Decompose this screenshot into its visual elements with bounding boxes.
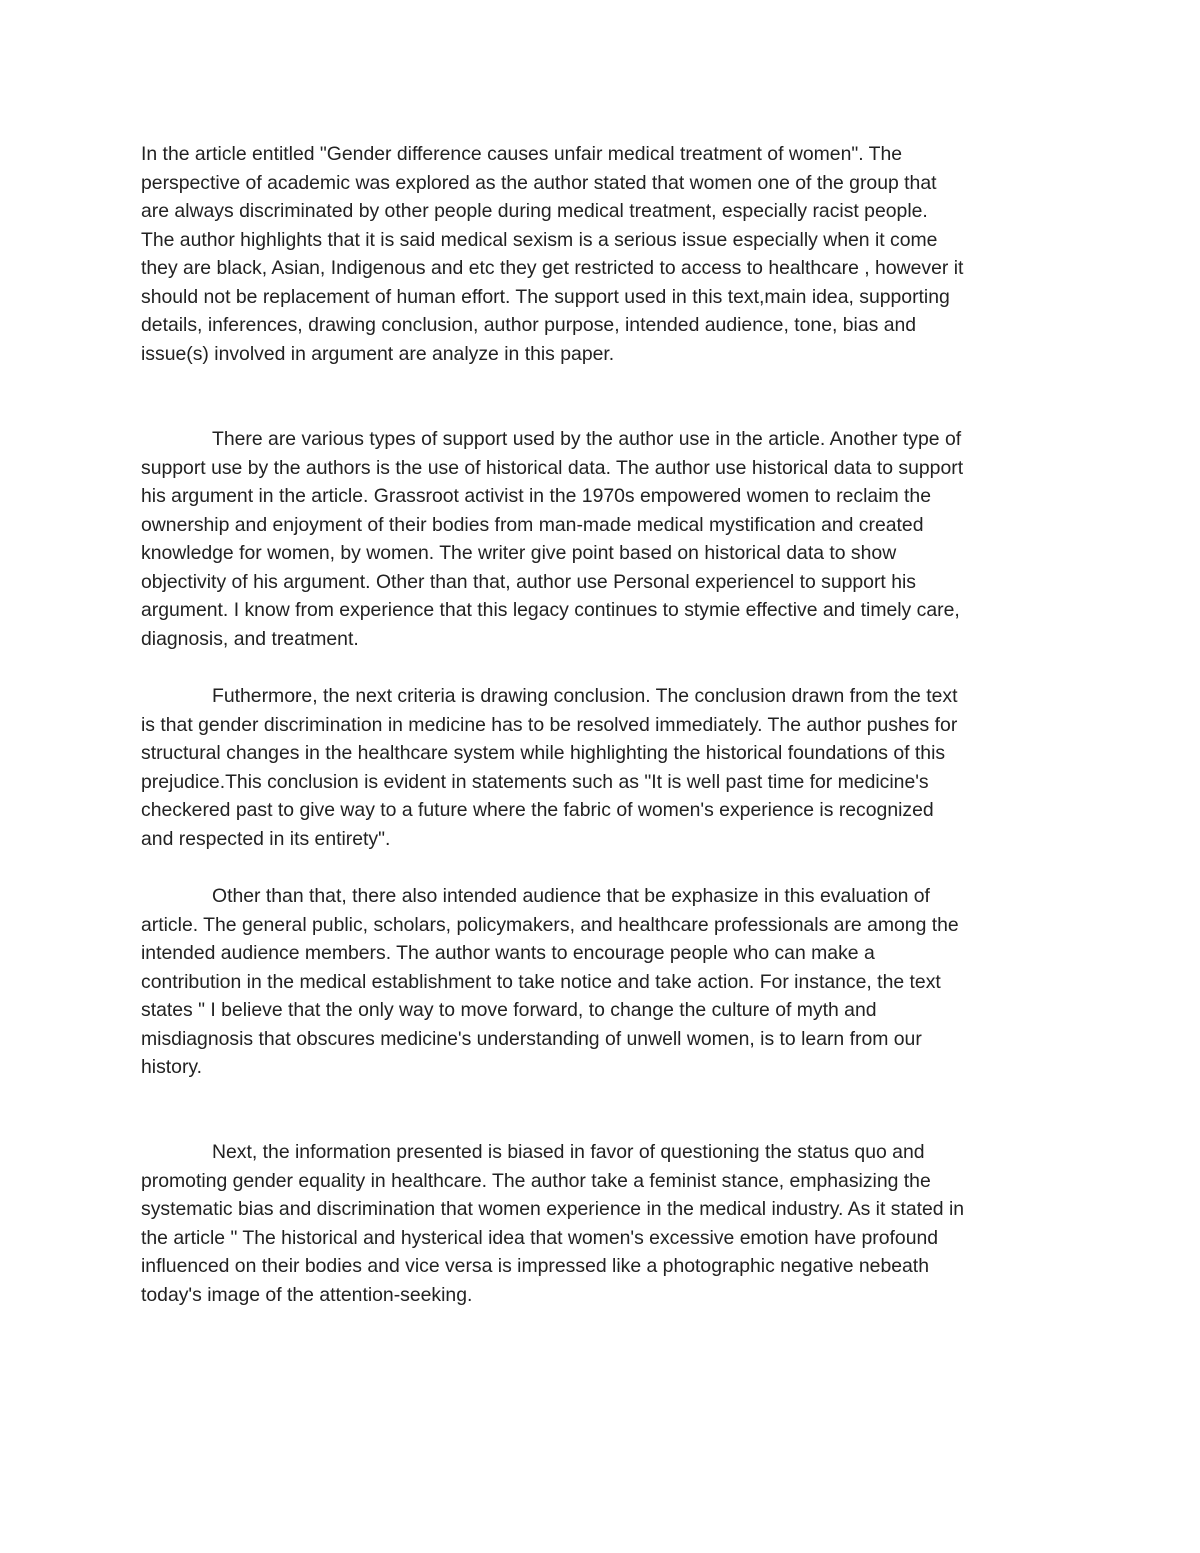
paragraph-line: Other than that, there also intended audience that be exphasize in this evaluation of xyxy=(212,885,930,907)
paragraph-line: should not be replacement of human effort. The support used in this text,main idea, supporting xyxy=(141,285,950,308)
paragraph-support xyxy=(141,425,1066,653)
paragraph-line: history. xyxy=(141,1056,203,1078)
paragraph-line: his argument in the article. Grassroot activist in the 1970s empowered women to reclaim the xyxy=(141,485,931,507)
paragraph-line: promoting gender equality in healthcare. The author take a feminist stance, emphasizing the xyxy=(141,1169,931,1192)
paragraph-line: are always discriminated by other people during medical treatment, especially racist people. xyxy=(141,200,928,222)
paragraph-introduction xyxy=(141,140,1066,368)
paragraph-line: the article " The historical and hysterical idea that women's excessive emotion have profound xyxy=(141,1226,939,1249)
paragraph-line: intended audience members. The author wants to encourage people who can make a xyxy=(141,942,875,964)
paragraph-line: objectivity of his argument. Other than that, author use Personal experiencel to support his xyxy=(141,570,916,593)
paragraph-line: states " I believe that the only way to move forward, to change the culture of myth and xyxy=(141,999,877,1021)
paragraph-line: prejudice.This conclusion is evident in statements such as "It is well past time for medicine's xyxy=(141,770,929,793)
paragraph-line: checkered past to give way to a future where the fabric of women's experience is recognized xyxy=(141,799,934,821)
paragraph-line: knowledge for women, by women. The writer give point based on historical data to show xyxy=(141,542,897,564)
paragraph-line: today's image of the attention-seeking. xyxy=(141,1283,473,1306)
paragraph-line: ownership and enjoyment of their bodies from man-made medical mystification and created xyxy=(141,513,924,536)
paragraph-line: Futhermore, the next criteria is drawing conclusion. The conclusion drawn from the text xyxy=(212,685,958,707)
paragraph-line: is that gender discrimination in medicine has to be resolved immediately. The author pushes for xyxy=(141,713,958,736)
paragraph-line: article. The general public, scholars, policymakers, and healthcare professionals are among the xyxy=(141,913,959,936)
paragraph-line: argument. I know from experience that this legacy continues to stymie effective and timely care, xyxy=(141,599,960,621)
paragraph-bias xyxy=(141,1138,1066,1309)
paragraph-line: In the article entitled "Gender difference causes unfair medical treatment of women". The xyxy=(141,143,903,165)
paragraph-line: details, inferences, drawing conclusion, author purpose, intended audience, tone, bias and xyxy=(141,314,917,336)
paragraph-line: structural changes in the healthcare system while highlighting the historical foundations of this xyxy=(141,742,946,764)
paragraph-line: The author highlights that it is said medical sexism is a serious issue especially when it come xyxy=(141,228,938,251)
paragraph-line: influenced on their bodies and vice versa is impressed like a photographic negative nebeath xyxy=(141,1255,929,1277)
paragraph-line: diagnosis, and treatment. xyxy=(141,627,359,650)
paragraph-line: misdiagnosis that obscures medicine's understanding of unwell women, is to learn from our xyxy=(141,1027,922,1050)
paragraph-line: they are black, Asian, Indigenous and etc they get restricted to access to healthcare , however it xyxy=(141,257,964,279)
paragraph-line: Next, the information presented is biased in favor of questioning the status quo and xyxy=(212,1141,925,1163)
paragraph-line: There are various types of support used by the author use in the article. Another type of xyxy=(212,428,962,450)
paragraph-line: support use by the authors is the use of historical data. The author use historical data to support xyxy=(141,456,964,479)
paragraph-line: issue(s) involved in argument are analyze in this paper. xyxy=(141,342,615,365)
paragraph-line: perspective of academic was explored as the author stated that women one of the group that xyxy=(141,171,937,194)
paragraph-line: contribution in the medical establishment to take notice and take action. For instance, the text xyxy=(141,970,941,993)
paragraph-conclusion xyxy=(141,682,1066,853)
paragraph-line: systematic bias and discrimination that women experience in the medical industry. As it stated in xyxy=(141,1198,965,1220)
paragraph-line: and respected in its entirety". xyxy=(141,827,391,850)
paragraph-audience xyxy=(141,882,1066,1082)
